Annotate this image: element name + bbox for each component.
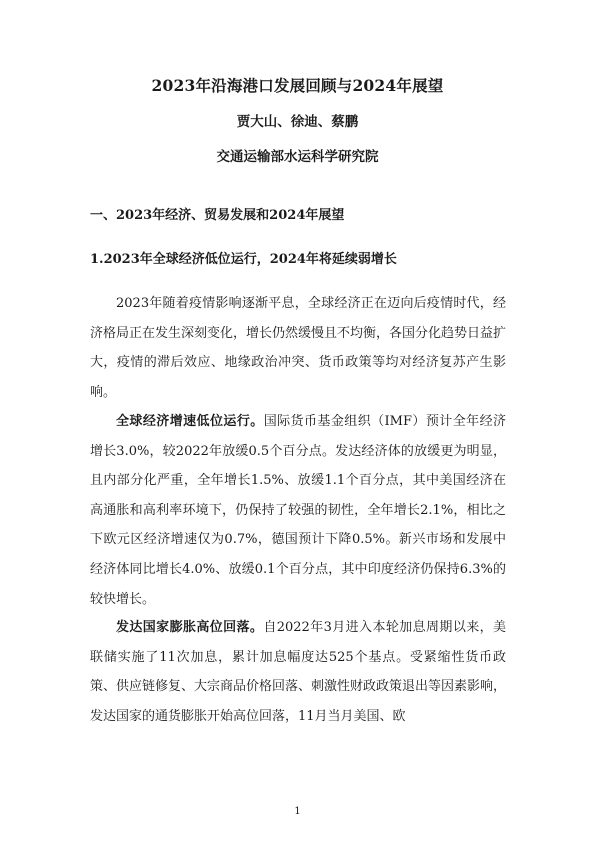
- section-heading: 一、2023年经济、贸易发展和2024年展望: [90, 208, 345, 223]
- paragraph-lead: 全球经济增速低位运行。: [116, 414, 264, 429]
- paragraph-text: 自2022年3月进入本轮加息周期以来，美联储实施了11次加息，累计加息幅度达525个基点。受紧缩性货币政策、供应链修复、大宗商品价格回落、刺激性财政政策退出等因素影响，发达国家的通货膨胀开始高位回落，11月当月美国、欧: [90, 620, 507, 724]
- author-institution: 交通运输部水运科学研究院: [216, 149, 379, 165]
- author-list: 贾大山、徐迪、蔡鹏: [236, 114, 359, 130]
- document-title: 2023年沿海港口发展回顾与2024年展望: [151, 76, 444, 95]
- body-paragraph: [90, 289, 506, 407]
- body-paragraph: [90, 407, 506, 614]
- body-paragraph: [90, 613, 506, 731]
- paragraph-text: 国际货币基金组织（IMF）预计全年经济增长3.0%，较2022年放缓0.5个百分点。发达经济体的放缓更为明显，且内部分化严重，全年增长1.5%、放缓1.1个百分点，其中美国经济在高通胀和高利率环境下，仍保持了较强的韧性，全年增长2.1%，相比之下欧元区经济增速仅为0.7%，德国预计下降0.5%。新兴市场和发展中经济体同比增长4.0%、放缓0.1个百分点，其中印度经济仍保持6.3%的较快增长。: [90, 414, 506, 607]
- page-number: 1: [294, 806, 301, 817]
- paragraph-text: 2023年随着疫情影响逐渐平息，全球经济正在迈向后疫情时代，经济格局正在发生深刻变化，增长仍然缓慢且不均衡，各国分化趋势日益扩大，疫情的滞后效应、地缘政治冲突、货币政策等均对经济复苏产生影响。: [90, 296, 507, 400]
- paragraph-lead: 发达国家膨胀高位回落。: [116, 620, 264, 635]
- subsection-heading: 1.2023年全球经济低位运行，2024年将延续弱增长: [90, 252, 397, 267]
